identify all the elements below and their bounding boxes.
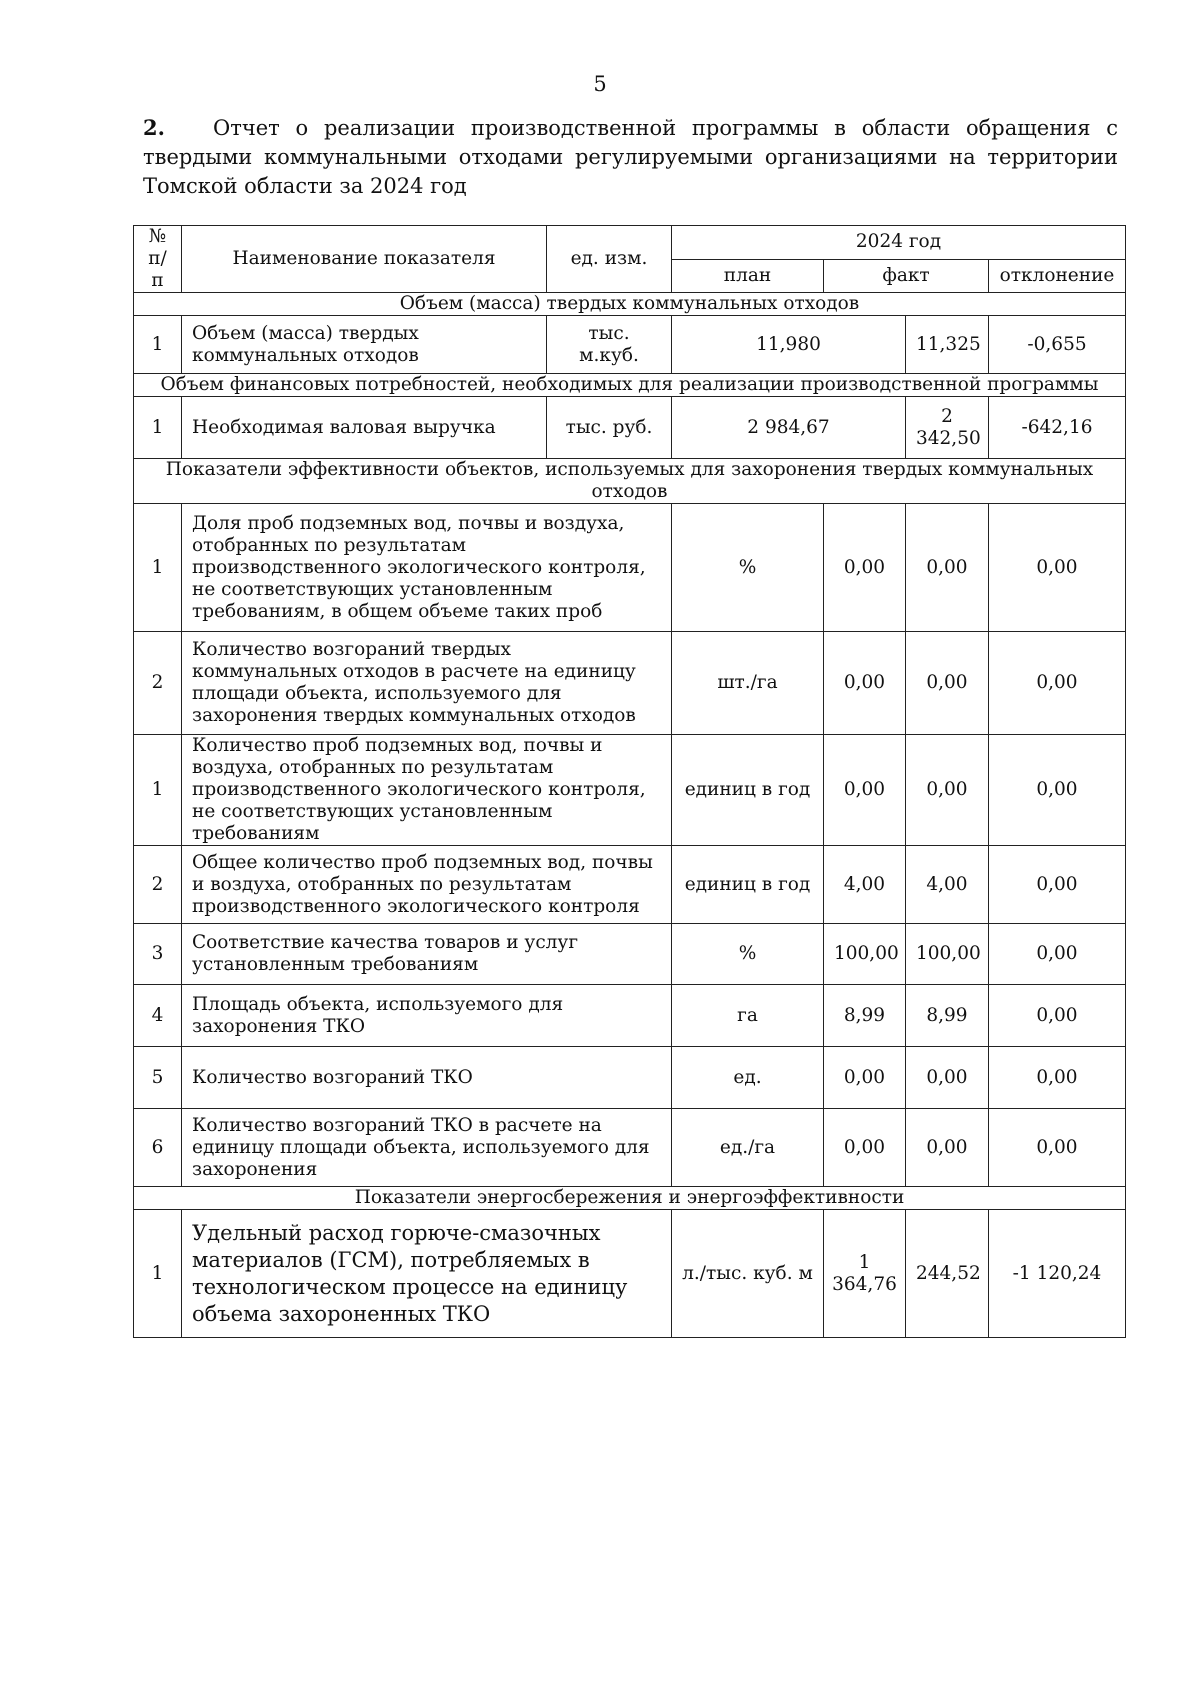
row-num: 2 (134, 632, 182, 735)
row-fact: 4,00 (906, 846, 989, 924)
row-plan: 0,00 (824, 1109, 906, 1187)
row-plan: 1 364,76 (824, 1210, 906, 1338)
report-table (133, 225, 1126, 1338)
table-row (134, 504, 1126, 632)
row-unit: ед./га (672, 1109, 824, 1187)
row-unit: единиц в год (672, 846, 824, 924)
row-plan: 100,00 (824, 924, 906, 985)
row-name: Удельный расход горюче-смазочных материалов (ГСМ), потребляемых в технологическом процессе на единицу объема захороненных ТКО (182, 1210, 672, 1338)
header-row (134, 226, 1126, 260)
row-plan: 0,00 (824, 504, 906, 632)
row-unit: % (672, 504, 824, 632)
row-name: Количество возгораний твердых коммунальных отходов в расчете на единицу площади объекта, используемого для захоронения твердых коммунальных отходов (182, 632, 672, 735)
row-name: Необходимая валовая выручка (182, 397, 547, 459)
row-plan: 0,00 (824, 632, 906, 735)
row-plan: 11,980 (672, 316, 906, 374)
row-plan: 8,99 (824, 985, 906, 1047)
row-name: Количество возгораний ТКО (182, 1047, 672, 1109)
row-deviation: 0,00 (989, 924, 1126, 985)
header-deviation: отклонение (989, 259, 1126, 293)
page-number: 5 (593, 72, 607, 96)
row-fact: 0,00 (906, 632, 989, 735)
row-unit: тыс. руб. (547, 397, 672, 459)
table-row (134, 1109, 1126, 1187)
row-num: 5 (134, 1047, 182, 1109)
row-fact: 244,52 (906, 1210, 989, 1338)
table-row (134, 316, 1126, 374)
row-deviation: 0,00 (989, 504, 1126, 632)
section-title: Показатели эффективности объектов, используемых для захоронения твердых коммунальных отходов (134, 459, 1126, 504)
row-fact: 0,00 (906, 504, 989, 632)
row-num: 4 (134, 985, 182, 1047)
heading-text: Отчет о реализации производственной программы в области обращения с твердыми коммунальными отходами регулируемыми организациями на территории Томской области за 2024 год (143, 116, 1118, 198)
row-num: 3 (134, 924, 182, 985)
row-name: Площадь объекта, используемого для захоронения ТКО (182, 985, 672, 1047)
row-fact: 8,99 (906, 985, 989, 1047)
table-row (134, 632, 1126, 735)
row-num: 1 (134, 316, 182, 374)
row-num: 2 (134, 846, 182, 924)
row-plan: 4,00 (824, 846, 906, 924)
row-name: Общее количество проб подземных вод, почвы и воздуха, отобранных по результатам производственного экологического контроля (182, 846, 672, 924)
header-num: № п/п (134, 226, 182, 293)
table-row (134, 1047, 1126, 1109)
header-name: Наименование показателя (182, 226, 547, 293)
row-name: Объем (масса) твердых коммунальных отходов (182, 316, 547, 374)
heading-number: 2. (143, 115, 165, 140)
row-fact: 0,00 (906, 735, 989, 846)
row-deviation: 0,00 (989, 632, 1126, 735)
row-name: Количество возгораний ТКО в расчете на единицу площади объекта, используемого для захоронения (182, 1109, 672, 1187)
header-unit: ед. изм. (547, 226, 672, 293)
header-fact: факт (824, 259, 989, 293)
row-deviation: -0,655 (989, 316, 1126, 374)
section-row (134, 293, 1126, 316)
row-num: 1 (134, 397, 182, 459)
row-fact: 0,00 (906, 1109, 989, 1187)
row-unit: шт./га (672, 632, 824, 735)
row-deviation: 0,00 (989, 1109, 1126, 1187)
row-name: Количество проб подземных вод, почвы и воздуха, отобранных по результатам производственного экологического контроля, не соответствующих установленным требованиям (182, 735, 672, 846)
row-plan: 0,00 (824, 1047, 906, 1109)
row-unit: тыс. м.куб. (547, 316, 672, 374)
row-num: 1 (134, 735, 182, 846)
table-row (134, 397, 1126, 459)
row-unit: га (672, 985, 824, 1047)
row-deviation: -1 120,24 (989, 1210, 1126, 1338)
header-plan: план (672, 259, 824, 293)
row-name: Соответствие качества товаров и услуг установленным требованиям (182, 924, 672, 985)
section-title: Объем финансовых потребностей, необходимых для реализации производственной программы (134, 374, 1126, 397)
report-heading (143, 113, 1118, 201)
row-plan: 0,00 (824, 735, 906, 846)
row-fact: 11,325 (906, 316, 989, 374)
row-num: 6 (134, 1109, 182, 1187)
header-year: 2024 год (672, 226, 1126, 260)
row-deviation: -642,16 (989, 397, 1126, 459)
row-deviation: 0,00 (989, 846, 1126, 924)
section-row (134, 374, 1126, 397)
table-row (134, 846, 1126, 924)
table-row (134, 735, 1126, 846)
section-title: Объем (масса) твердых коммунальных отходов (134, 293, 1126, 316)
row-fact: 2 342,50 (906, 397, 989, 459)
table-row (134, 985, 1126, 1047)
row-deviation: 0,00 (989, 735, 1126, 846)
row-num: 1 (134, 1210, 182, 1338)
row-fact: 100,00 (906, 924, 989, 985)
row-fact: 0,00 (906, 1047, 989, 1109)
row-unit: ед. (672, 1047, 824, 1109)
row-plan: 2 984,67 (672, 397, 906, 459)
section-row (134, 459, 1126, 504)
row-unit: % (672, 924, 824, 985)
row-deviation: 0,00 (989, 985, 1126, 1047)
row-num: 1 (134, 504, 182, 632)
row-name: Доля проб подземных вод, почвы и воздуха, отобранных по результатам производственного экологического контроля, не соответствующих установленным требованиям, в общем объеме таких проб (182, 504, 672, 632)
table-row (134, 924, 1126, 985)
row-deviation: 0,00 (989, 1047, 1126, 1109)
table-row (134, 1210, 1126, 1338)
section-row (134, 1187, 1126, 1210)
section-title: Показатели энергосбережения и энергоэффективности (134, 1187, 1126, 1210)
row-unit: единиц в год (672, 735, 824, 846)
row-unit: л./тыс. куб. м (672, 1210, 824, 1338)
